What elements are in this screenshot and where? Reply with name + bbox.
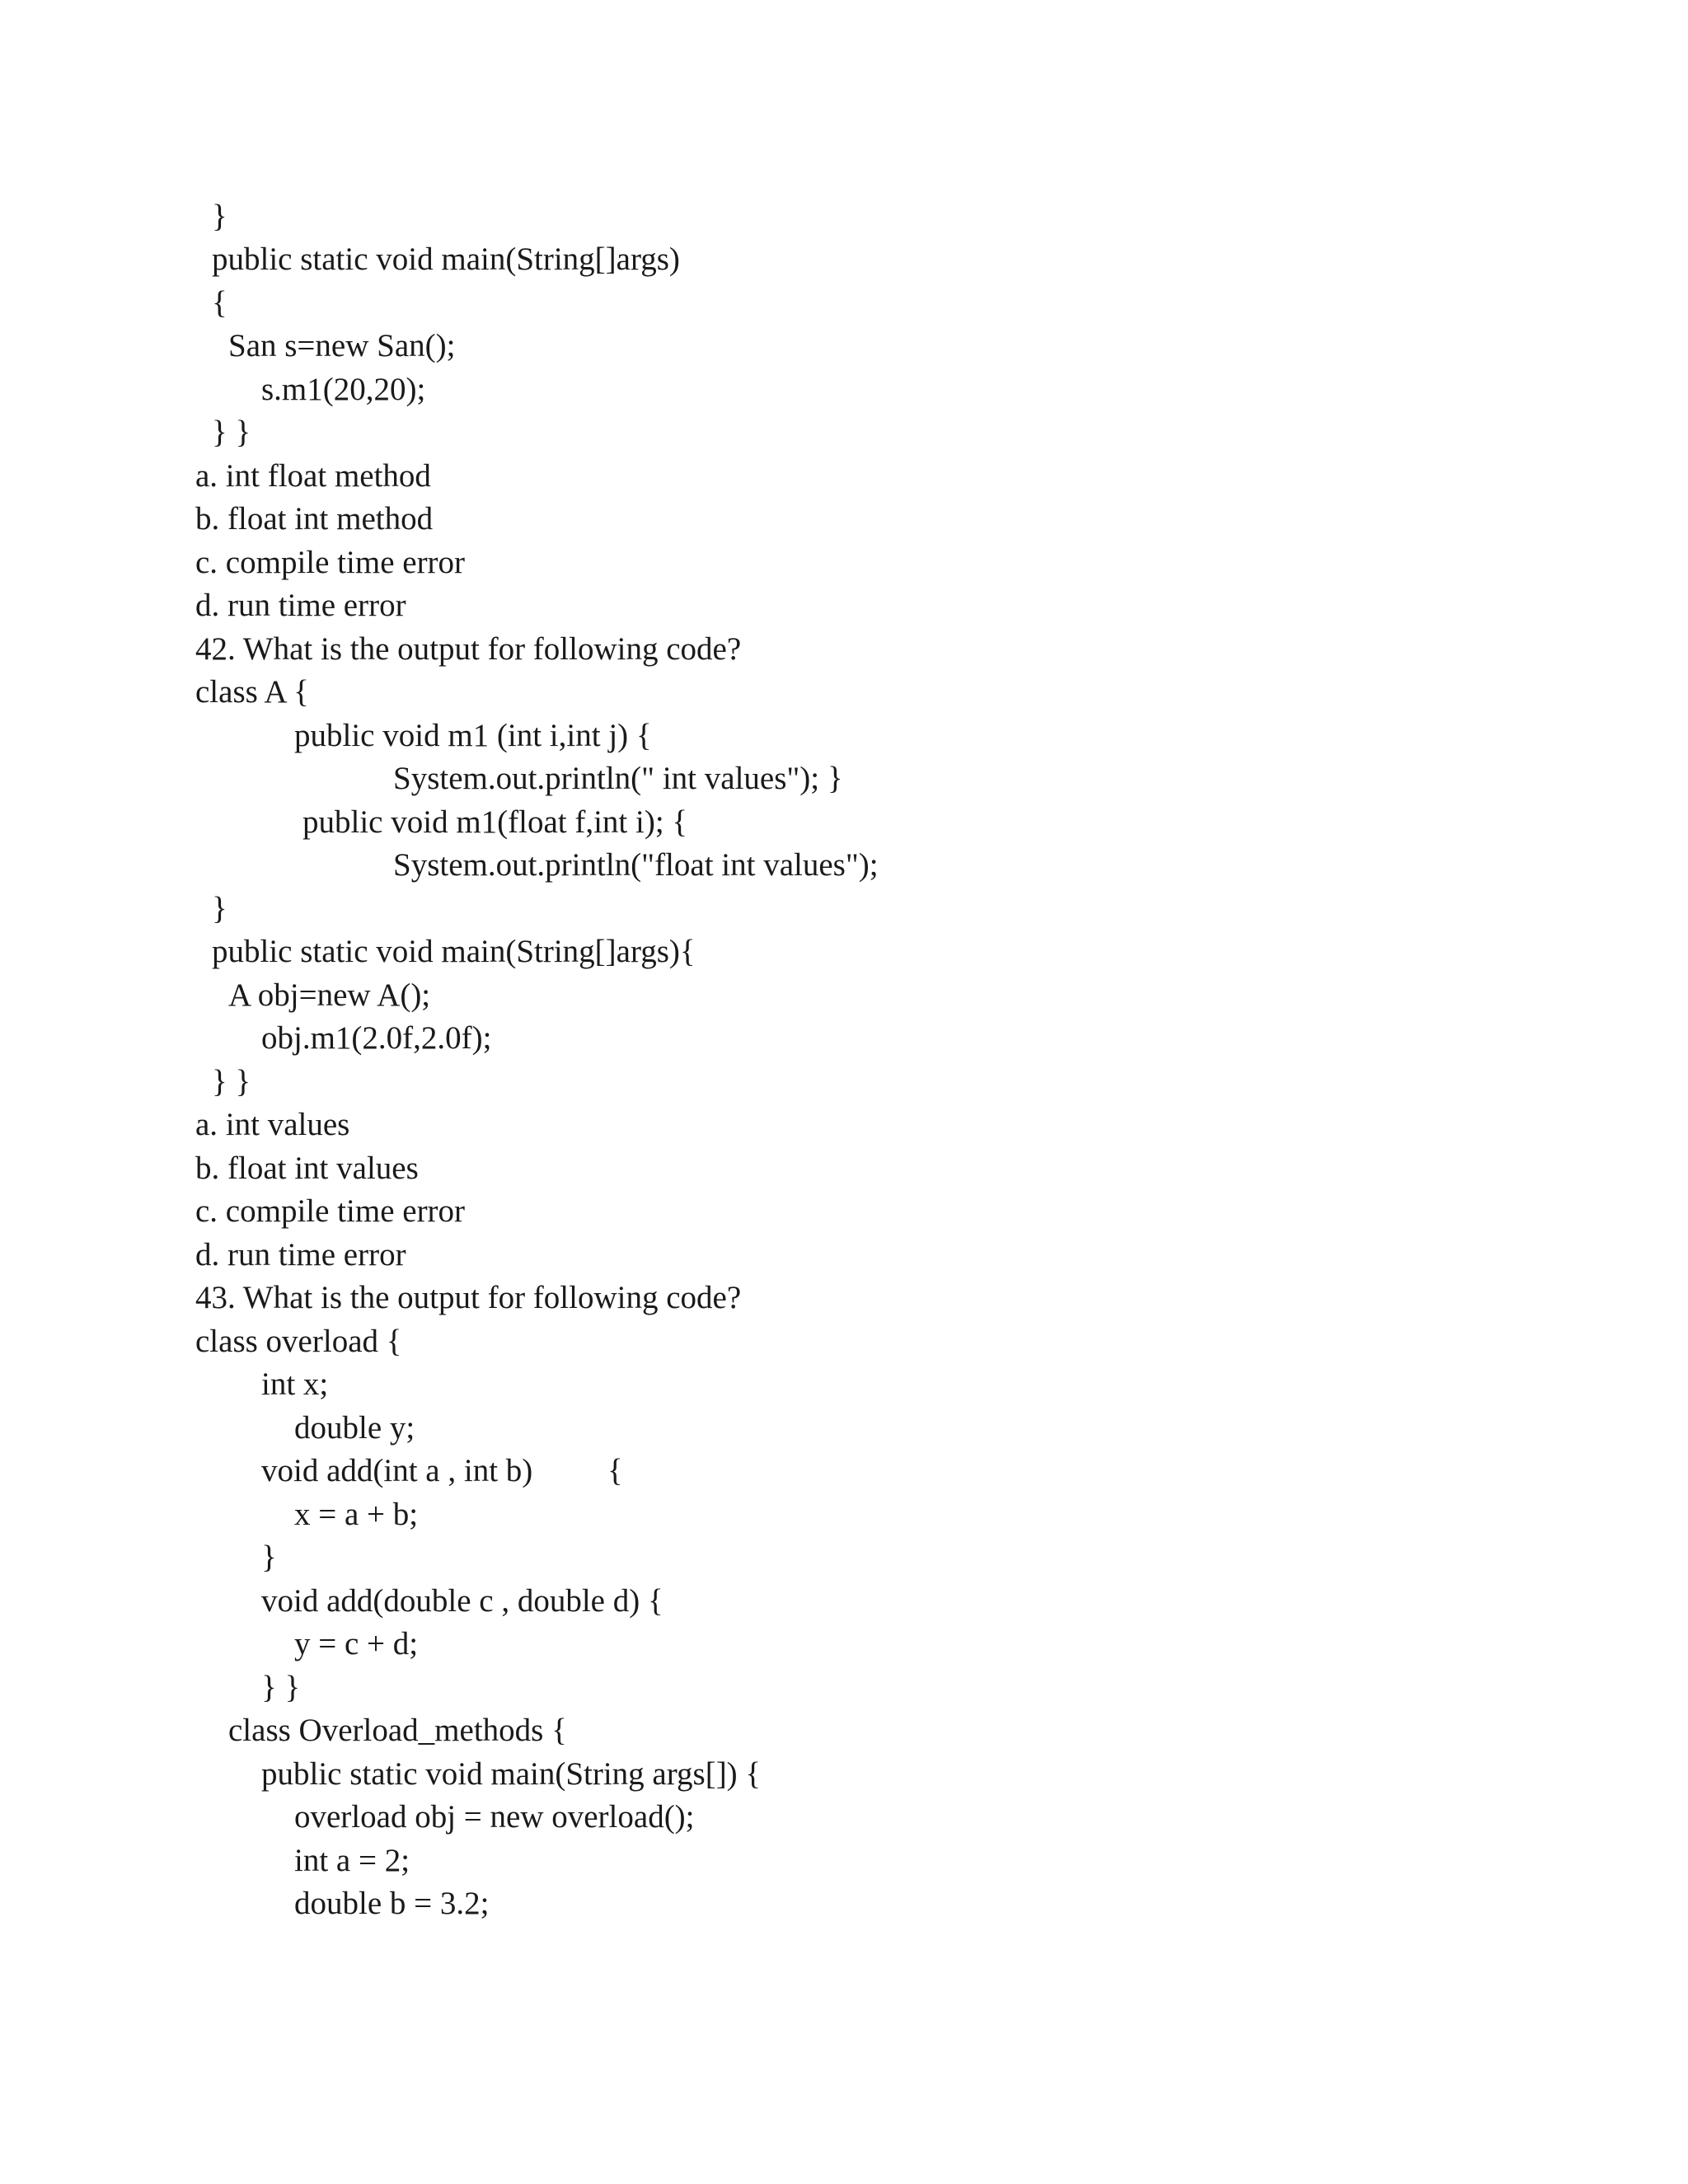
code-line: class overload { [195, 1324, 402, 1359]
option-line: a. int values [195, 1107, 350, 1142]
code-line: public void m1(float f,int i); { [302, 804, 688, 840]
code-line: public static void main(String args[]) { [261, 1756, 762, 1792]
code-line: obj.m1(2.0f,2.0f); [261, 1020, 492, 1056]
code-line: } [212, 891, 227, 926]
code-line: } [212, 199, 227, 234]
code-line: double b = 3.2; [294, 1886, 490, 1921]
code-line: void add(double c , double d) { [261, 1583, 663, 1619]
option-line: b. float int values [195, 1151, 419, 1186]
option-line: a. int float method [195, 458, 431, 494]
option-line: c. compile time error [195, 545, 466, 580]
code-line: x = a + b; [294, 1497, 419, 1532]
code-line: public void m1 (int i,int j) { [294, 718, 652, 753]
code-line: } } [212, 1064, 251, 1099]
code-line: } } [212, 415, 251, 450]
code-line: A obj=new A(); [228, 977, 431, 1013]
code-line: } } [261, 1670, 301, 1705]
option-line: d. run time error [195, 588, 406, 623]
question-heading: 43. What is the output for following code? [195, 1280, 742, 1315]
code-line: class A { [195, 674, 309, 710]
code-line: y = c + d; [294, 1626, 419, 1661]
code-line: { [607, 1453, 623, 1488]
option-line: d. run time error [195, 1237, 406, 1272]
code-line: public static void main(String[]args) [212, 241, 680, 277]
code-line: public static void main(String[]args){ [212, 934, 696, 969]
code-line: System.out.println("float int values"); [393, 847, 879, 883]
option-line: b. float int method [195, 501, 434, 537]
code-line: s.m1(20,20); [261, 372, 426, 407]
code-line: void add(int a , int b) [261, 1453, 533, 1488]
code-line: class Overload_methods { [228, 1713, 567, 1748]
question-heading: 42. What is the output for following code? [195, 631, 742, 667]
option-line: c. compile time error [195, 1193, 466, 1229]
code-line: } [261, 1540, 277, 1575]
code-line: overload obj = new overload(); [294, 1799, 695, 1835]
code-line: System.out.println(" int values"); } [393, 761, 843, 796]
code-line: { [212, 285, 227, 321]
code-line: San s=new San(); [228, 328, 456, 363]
code-line: int x; [261, 1366, 329, 1402]
code-line: int a = 2; [294, 1843, 410, 1878]
code-line: double y; [294, 1410, 415, 1446]
